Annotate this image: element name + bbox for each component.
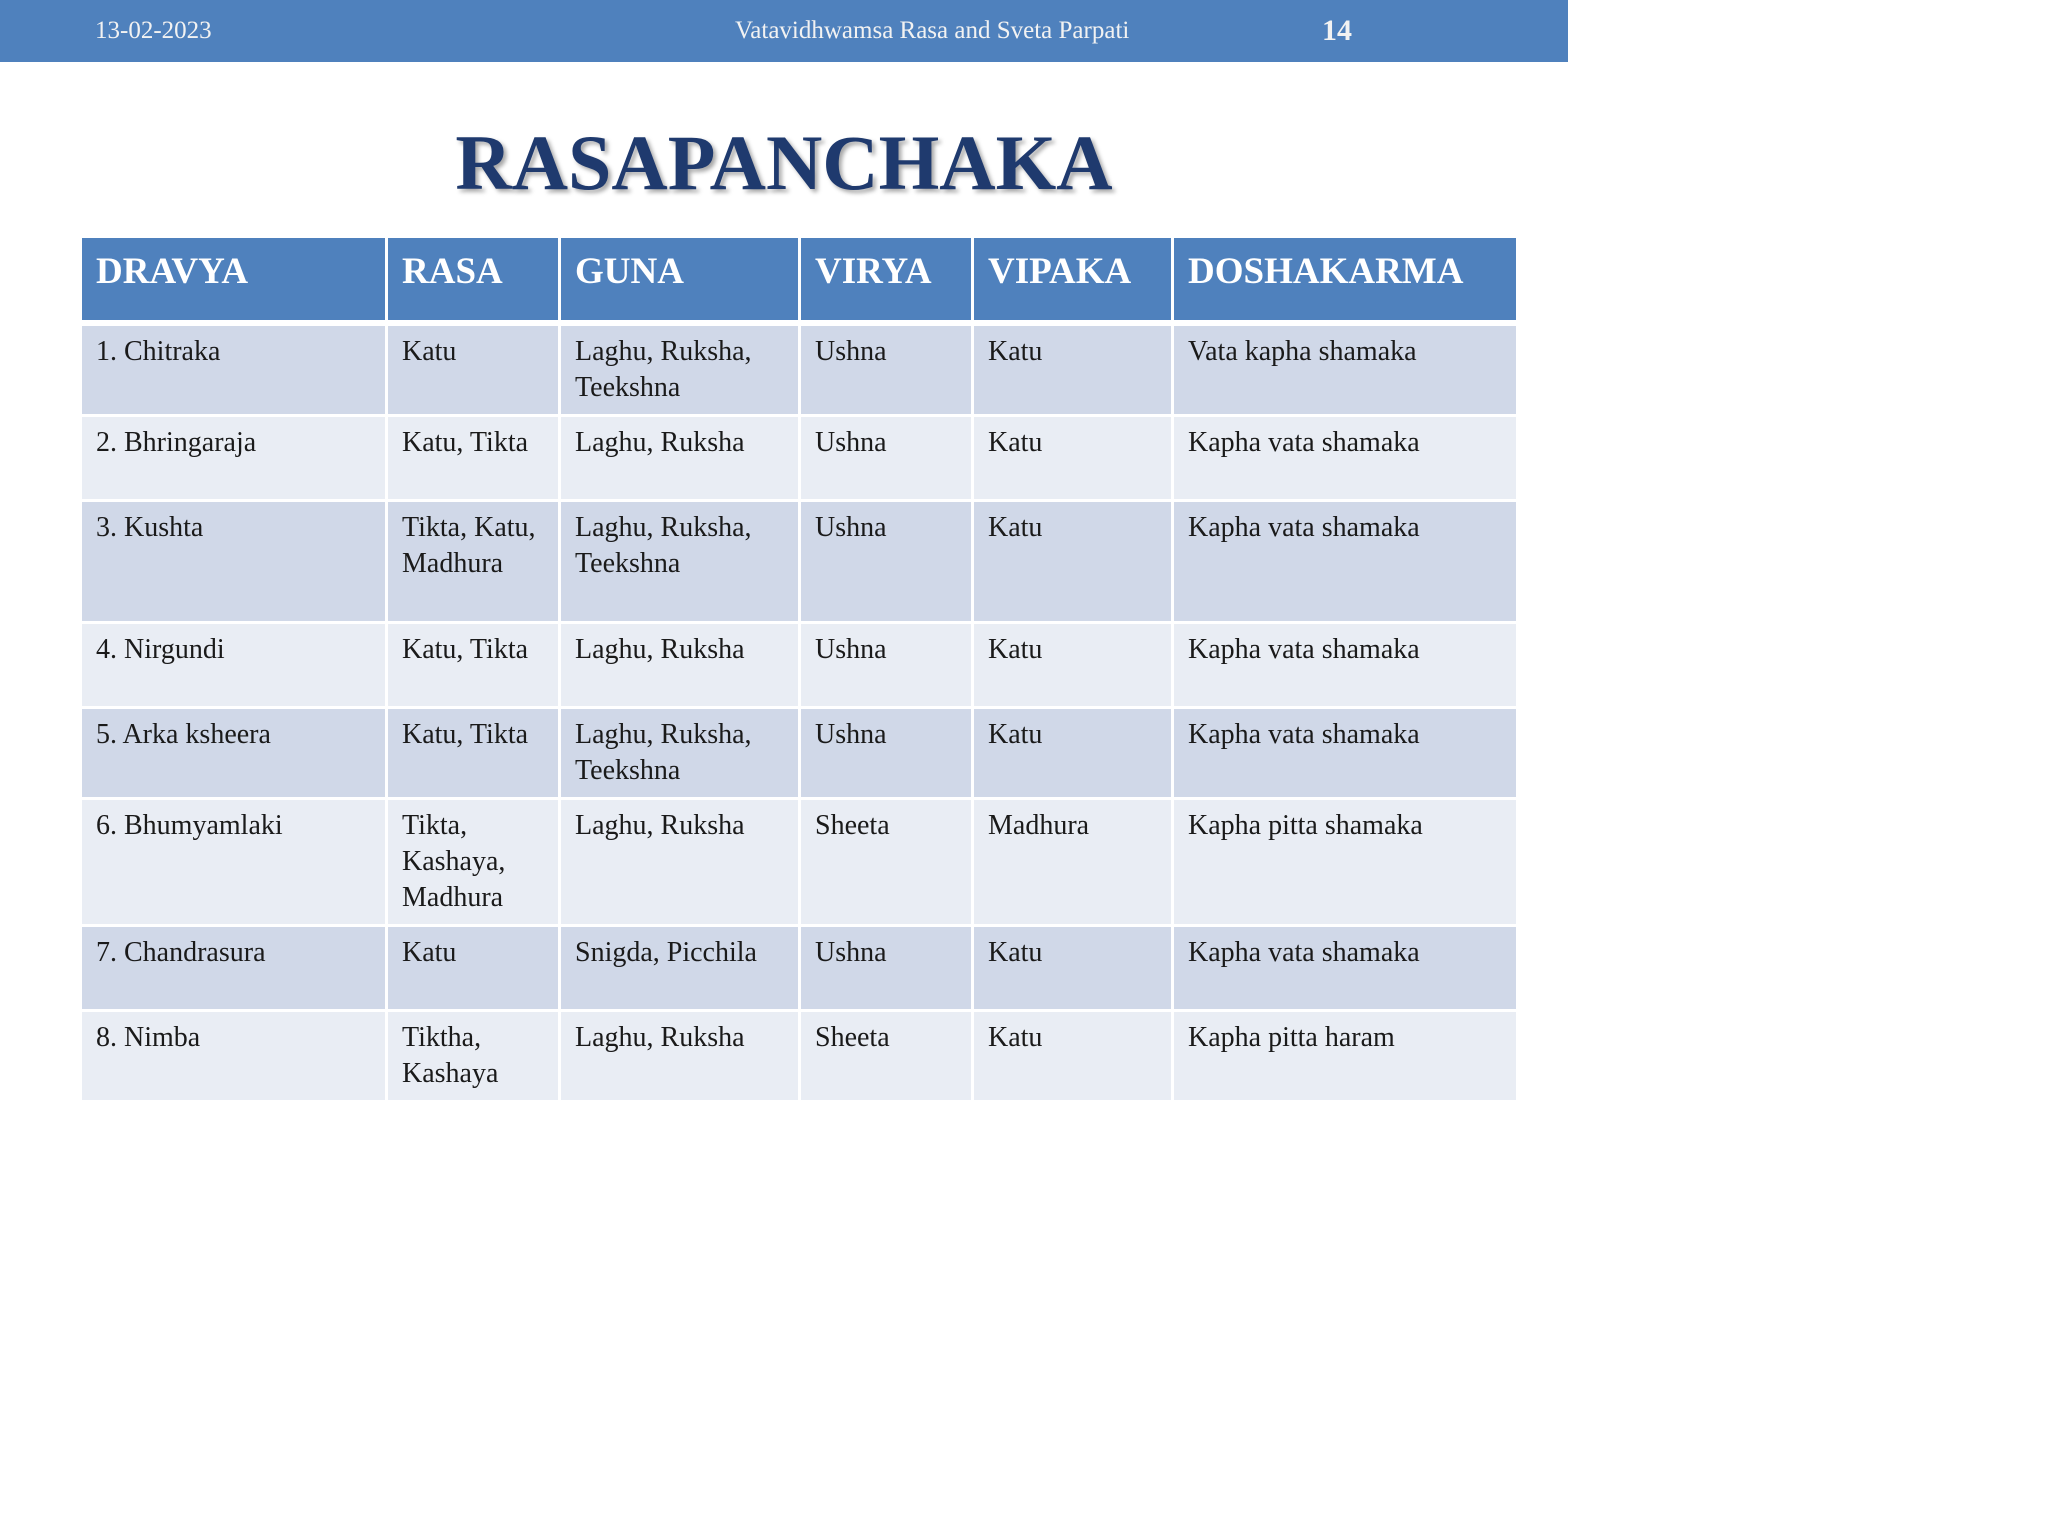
cell-rasa: Katu [387,926,560,1011]
cell-rasa: Katu [387,323,560,416]
cell-guna: Laghu, Ruksha, Teekshna [560,323,800,416]
slide-title: RASAPANCHAKA [455,119,1113,206]
cell-doshakarma: Kapha vata shamaka [1173,416,1518,501]
cell-vipaka: Katu [973,501,1173,623]
cell-vipaka: Katu [973,708,1173,799]
cell-guna: Laghu, Ruksha, Teekshna [560,708,800,799]
table-row [81,416,1518,501]
cell-doshakarma: Kapha vata shamaka [1173,623,1518,708]
slide-subject: Vatavidhwamsa Rasa and Sveta Parpati [735,17,1130,44]
cell-doshakarma: Kapha pitta shamaka [1173,799,1518,926]
cell-virya: Ushna [800,708,973,799]
column-header-virya: VIRYA [800,237,973,324]
table-header-row [81,237,1518,324]
cell-dravya: 7. Chandrasura [81,926,387,1011]
column-header-rasa: RASA [387,237,560,324]
cell-virya: Sheeta [800,1011,973,1102]
cell-dravya: 2. Bhringaraja [81,416,387,501]
table-row [81,501,1518,623]
table-row [81,1011,1518,1102]
cell-vipaka: Madhura [973,799,1173,926]
cell-rasa: Katu, Tikta [387,416,560,501]
cell-dravya: 5. Arka ksheera [81,708,387,799]
cell-virya: Ushna [800,926,973,1011]
column-header-vipaka: VIPAKA [973,237,1173,324]
cell-dravya: 4. Nirgundi [81,623,387,708]
cell-guna: Laghu, Ruksha [560,416,800,501]
cell-rasa: Tiktha, Kashaya [387,1011,560,1102]
table-row [81,708,1518,799]
cell-doshakarma: Kapha vata shamaka [1173,926,1518,1011]
table-row [81,926,1518,1011]
cell-dravya: 1. Chitraka [81,323,387,416]
cell-rasa: Tikta, Katu, Madhura [387,501,560,623]
cell-dravya: 8. Nimba [81,1011,387,1102]
cell-virya: Ushna [800,501,973,623]
cell-guna: Laghu, Ruksha, Teekshna [560,501,800,623]
cell-doshakarma: Vata kapha shamaka [1173,323,1518,416]
table-row [81,623,1518,708]
slide-date: 13-02-2023 [95,17,212,44]
page-number: 14 [1322,14,1352,47]
cell-vipaka: Katu [973,1011,1173,1102]
table-row [81,799,1518,926]
slide-header-bar [0,0,1568,62]
column-header-doshakarma: DOSHAKARMA [1173,237,1518,324]
table-row [81,323,1518,416]
rasapanchaka-table [79,235,1519,1103]
cell-guna: Laghu, Ruksha [560,623,800,708]
cell-doshakarma: Kapha pitta haram [1173,1011,1518,1102]
cell-vipaka: Katu [973,323,1173,416]
cell-rasa: Tikta, Kashaya, Madhura [387,799,560,926]
cell-virya: Ushna [800,416,973,501]
cell-guna: Laghu, Ruksha [560,799,800,926]
cell-vipaka: Katu [973,416,1173,501]
column-header-dravya: DRAVYA [81,237,387,324]
cell-doshakarma: Kapha vata shamaka [1173,708,1518,799]
cell-doshakarma: Kapha vata shamaka [1173,501,1518,623]
cell-dravya: 6. Bhumyamlaki [81,799,387,926]
cell-dravya: 3. Kushta [81,501,387,623]
cell-vipaka: Katu [973,623,1173,708]
cell-guna: Laghu, Ruksha [560,1011,800,1102]
cell-rasa: Katu, Tikta [387,708,560,799]
cell-virya: Ushna [800,623,973,708]
cell-vipaka: Katu [973,926,1173,1011]
cell-guna: Snigda, Picchila [560,926,800,1011]
cell-virya: Sheeta [800,799,973,926]
column-header-guna: GUNA [560,237,800,324]
cell-rasa: Katu, Tikta [387,623,560,708]
cell-virya: Ushna [800,323,973,416]
